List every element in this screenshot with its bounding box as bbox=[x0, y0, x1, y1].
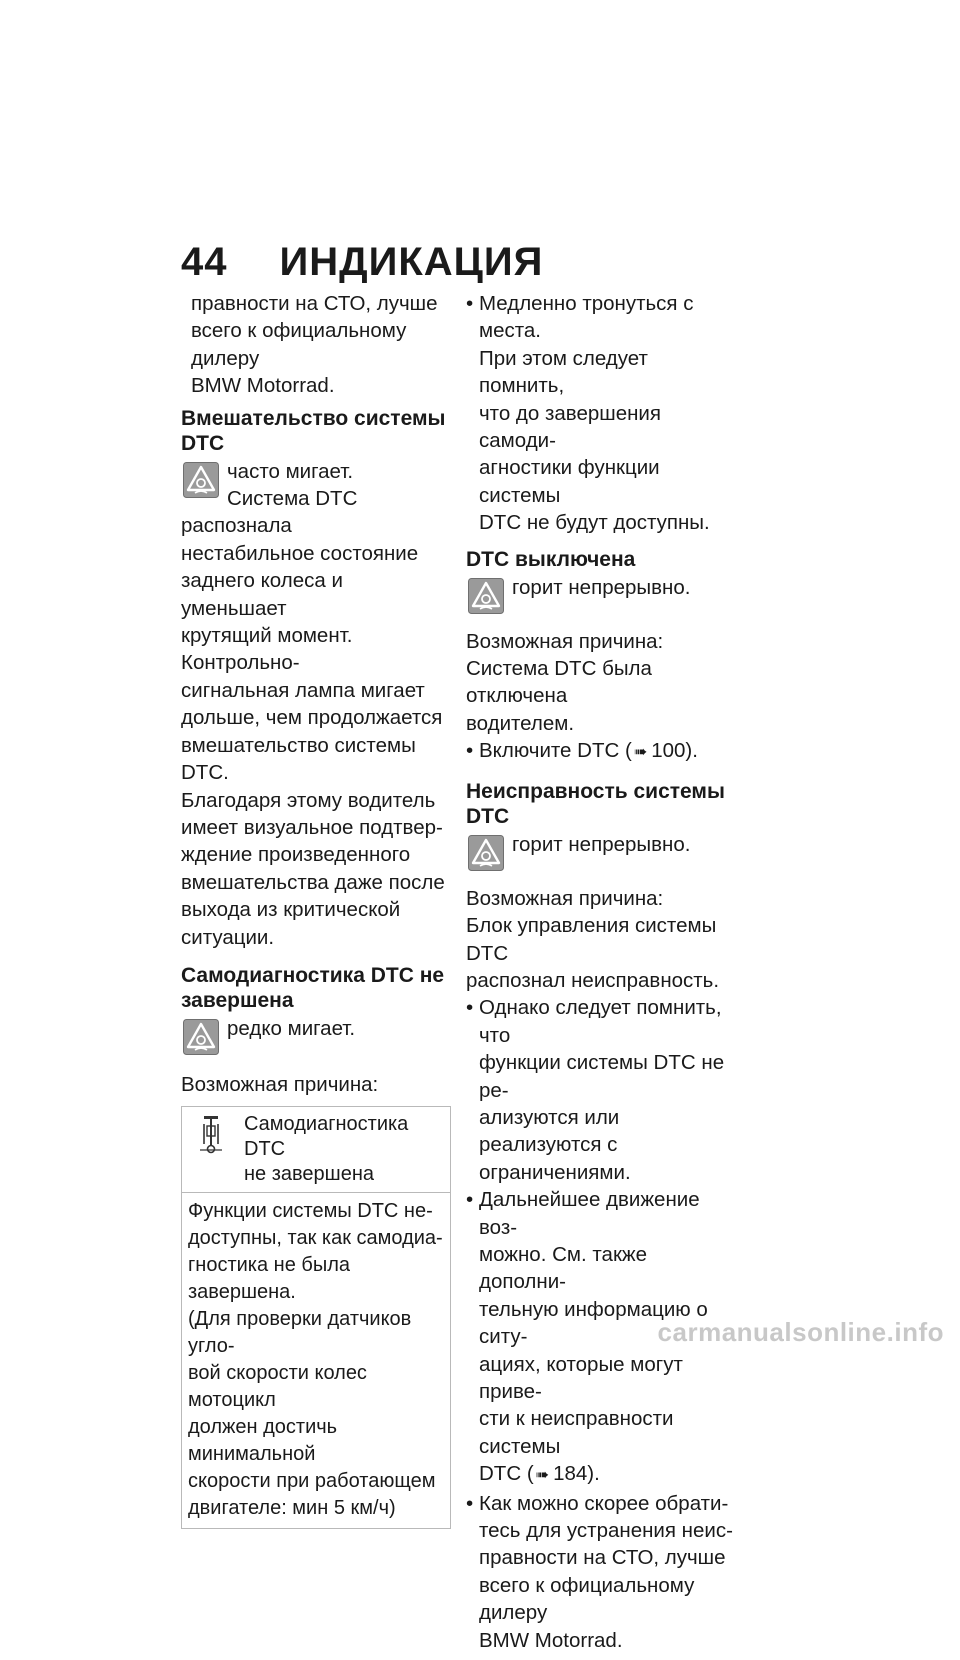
text-line: Благодаря этому водитель bbox=[181, 788, 436, 812]
sensor-icon bbox=[194, 1114, 234, 1154]
intro-paragraph bbox=[181, 290, 453, 400]
text-line: • Как можно скорее обрати- bbox=[479, 1491, 729, 1515]
page-reference-link[interactable]: 100). bbox=[651, 739, 698, 763]
text-line: • Дальнейшее движение воз- bbox=[479, 1188, 700, 1239]
page-number: 44 bbox=[181, 240, 228, 284]
text-line: выхода из критической bbox=[181, 898, 401, 922]
text-line: гностика не была завершена. bbox=[188, 1254, 351, 1304]
text-line: вой скорости колес мотоцикл bbox=[188, 1362, 367, 1412]
text-line: вмешательство системы DTC. bbox=[181, 733, 416, 785]
page-header bbox=[181, 240, 543, 285]
info-box-self-diagnosis bbox=[181, 1106, 451, 1529]
text-line: тельную информацию о ситу- bbox=[479, 1297, 708, 1349]
dtc-warning-lamp-icon bbox=[468, 835, 504, 871]
text-line: • Медленно тронуться с места. bbox=[479, 292, 694, 343]
heading-line: Самодиагностика DTC не bbox=[181, 963, 445, 987]
dtc-off-cause bbox=[466, 628, 738, 767]
list-item bbox=[466, 994, 738, 1186]
text-line: имеет визуальное подтвер- bbox=[181, 815, 443, 839]
text-line: доступны, так как самодиа- bbox=[188, 1227, 443, 1250]
text-line: можно. См. также дополни- bbox=[479, 1242, 648, 1294]
text-line: DTC не будут доступны. bbox=[479, 511, 710, 535]
text-line: BMW Motorrad. bbox=[191, 374, 335, 398]
text-line: крутящий момент. Контрольно- bbox=[181, 624, 353, 675]
text-line: агностики функции системы bbox=[479, 456, 660, 507]
possible-cause-label: Возможная причина: bbox=[466, 886, 664, 910]
text-line: заднего колеса и уменьшает bbox=[181, 569, 343, 620]
right-column bbox=[466, 290, 738, 1660]
heading-line: завершена bbox=[181, 988, 294, 1012]
text-line: всего к официальному дилеру bbox=[191, 319, 407, 370]
text-line: ждение произведенного bbox=[181, 843, 411, 867]
text-line: ограничениями. bbox=[479, 1160, 631, 1184]
text-line: должен достичь минимальной bbox=[188, 1416, 338, 1466]
text-line: BMW Motorrad. bbox=[479, 1628, 623, 1652]
dtc-off-status bbox=[466, 574, 738, 616]
text-line: • Однако следует помнить, что bbox=[479, 996, 722, 1047]
lamp-status: горит непрерывно. bbox=[512, 575, 691, 599]
text-line bbox=[479, 1460, 738, 1489]
page-reference-link[interactable]: 184). bbox=[553, 1462, 600, 1486]
text-line: двигателе: мин 5 км/ч) bbox=[188, 1497, 396, 1520]
dtc-fault-cause bbox=[466, 885, 738, 1654]
page-reference-arrow-icon: ➠ bbox=[535, 1467, 550, 1485]
lamp-status: часто мигает. bbox=[227, 459, 354, 483]
dtc-warning-lamp-icon bbox=[183, 1019, 219, 1055]
text-line: сигнальная лампа мигает bbox=[181, 678, 425, 702]
text-line: функции системы DTC не ре- bbox=[479, 1051, 725, 1102]
text-line: При этом следует помнить, bbox=[479, 346, 648, 398]
possible-cause-label: Возможная причина: bbox=[466, 629, 664, 653]
info-box-body bbox=[182, 1193, 450, 1528]
info-box-title: не завершена bbox=[244, 1163, 374, 1186]
text-line: тесь для устранения неис- bbox=[479, 1519, 733, 1543]
text-line: DTC ( bbox=[479, 1462, 534, 1486]
dtc-intervention-description bbox=[181, 458, 453, 951]
possible-cause-label: Возможная причина: bbox=[181, 1072, 379, 1096]
text-line: водителем. bbox=[466, 711, 575, 735]
text-line: правности на СТО, лучше bbox=[191, 292, 438, 315]
text-line: ациях, которые могут приве- bbox=[479, 1352, 683, 1403]
list-item bbox=[466, 737, 738, 766]
lamp-status: горит непрерывно. bbox=[512, 832, 691, 856]
text-line: ализуются или реализуются с bbox=[479, 1105, 620, 1157]
heading-line: Неисправность системы bbox=[466, 779, 725, 803]
dtc-fault-status bbox=[466, 831, 738, 873]
section-heading-dtc-off: DTC выключена bbox=[466, 547, 636, 571]
text-line: распознал неисправность. bbox=[466, 968, 720, 992]
text-line: вмешательства даже после bbox=[181, 870, 445, 894]
text-line: Система DTC распознала bbox=[181, 487, 358, 538]
heading-line: DTC bbox=[466, 804, 510, 828]
text-line: нестабильное состояние bbox=[181, 541, 419, 565]
text-line: ситуации. bbox=[181, 925, 275, 949]
section-heading-dtc-intervention bbox=[181, 406, 453, 456]
text-line: что до завершения самоди- bbox=[479, 401, 661, 453]
text-line: скорости при работающем bbox=[188, 1470, 436, 1493]
info-box-header bbox=[182, 1107, 450, 1193]
left-column bbox=[181, 290, 453, 1529]
text-line: Функции системы DTC не- bbox=[188, 1200, 433, 1223]
section-title: ИНДИКАЦИЯ bbox=[279, 240, 544, 284]
text-line: сти к неисправности системы bbox=[479, 1407, 674, 1458]
self-diagnosis-status bbox=[181, 1015, 453, 1057]
lamp-status: редко мигает. bbox=[227, 1016, 356, 1040]
page-reference-arrow-icon: ➠ bbox=[633, 744, 648, 762]
list-item bbox=[466, 290, 738, 537]
text-line: Включите DTC ( bbox=[479, 739, 632, 763]
section-heading-self-diagnosis bbox=[181, 963, 453, 1013]
section-heading-dtc-fault bbox=[466, 779, 738, 829]
text-line: (Для проверки датчиков угло- bbox=[188, 1308, 412, 1358]
heading-line: Вмешательство системы bbox=[181, 406, 446, 430]
text-line: дольше, чем продолжается bbox=[181, 706, 443, 730]
heading-line: DTC bbox=[181, 431, 225, 455]
dtc-warning-lamp-icon bbox=[183, 462, 219, 498]
list-item bbox=[466, 1490, 738, 1654]
text-line: правности на СТО, лучше bbox=[479, 1546, 726, 1570]
text-line: Блок управления системы DTC bbox=[466, 914, 717, 965]
text-line: всего к официальному дилеру bbox=[479, 1573, 695, 1625]
watermark: carmanualsonline.info bbox=[657, 1317, 944, 1347]
text-line: Система DTC была отключена bbox=[466, 657, 652, 708]
info-box-title: Самодиагностика DTC bbox=[244, 1113, 409, 1161]
dtc-warning-lamp-icon bbox=[468, 578, 504, 614]
